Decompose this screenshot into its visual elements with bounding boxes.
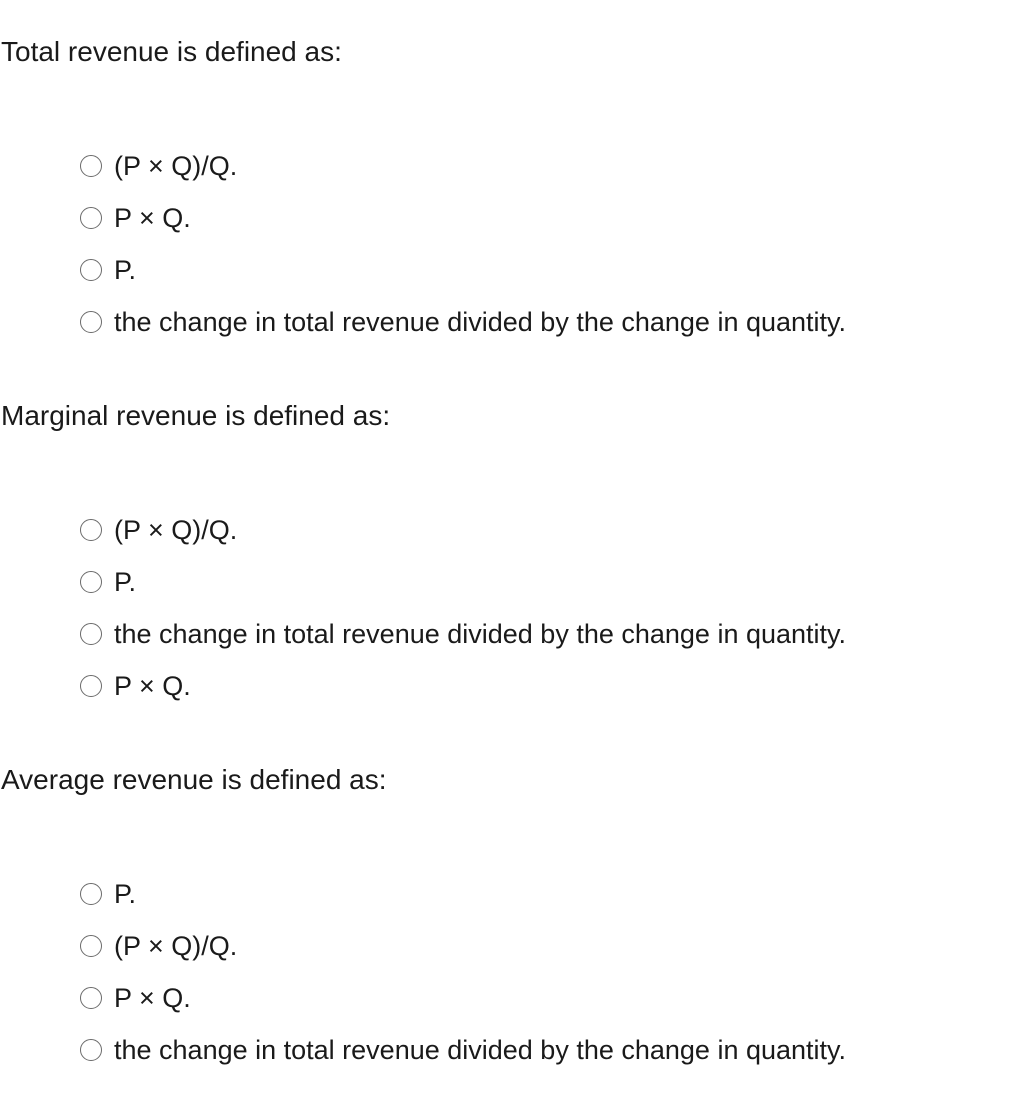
answer-option[interactable] [80,140,1020,192]
answer-option[interactable] [80,868,1020,920]
answer-option[interactable] [80,192,1020,244]
answer-option-label: P. [114,879,137,909]
radio-button[interactable] [80,883,102,905]
answer-option-label: the change in total revenue divided by the change in quantity. [114,307,847,337]
radio-button[interactable] [80,935,102,957]
radio-button[interactable] [80,155,102,177]
radio-button[interactable] [80,259,102,281]
answer-option-label: the change in total revenue divided by the change in quantity. [114,619,847,649]
answer-option[interactable] [80,296,1020,348]
answer-option-label: P × Q. [114,671,191,701]
answer-options [80,868,1020,1076]
answer-option-label: P × Q. [114,983,191,1013]
answer-option-label: (P × Q)/Q. [114,515,238,545]
answer-option-label: (P × Q)/Q. [114,931,238,961]
answer-option[interactable] [80,972,1020,1024]
radio-button[interactable] [80,623,102,645]
question-prompt: Marginal revenue is defined as: [1,400,391,431]
radio-button[interactable] [80,675,102,697]
question-prompt: Average revenue is defined as: [1,764,387,795]
question-average-revenue [0,760,1020,1076]
radio-button[interactable] [80,987,102,1009]
answer-option[interactable] [80,244,1020,296]
answer-option[interactable] [80,920,1020,972]
answer-option-label: the change in total revenue divided by the change in quantity. [114,1035,847,1065]
answer-option-label: P × Q. [114,203,191,233]
question-prompt: Total revenue is defined as: [1,36,342,67]
answer-option[interactable] [80,504,1020,556]
radio-button[interactable] [80,571,102,593]
answer-option-label: (P × Q)/Q. [114,151,238,181]
answer-option-label: P. [114,255,137,285]
radio-button[interactable] [80,311,102,333]
answer-option-label: P. [114,567,137,597]
radio-button[interactable] [80,207,102,229]
radio-button[interactable] [80,519,102,541]
question-marginal-revenue [0,396,1020,712]
answer-option[interactable] [80,608,1020,660]
answer-option[interactable] [80,660,1020,712]
question-total-revenue [0,32,1020,348]
radio-button[interactable] [80,1039,102,1061]
answer-options [80,140,1020,348]
answer-options [80,504,1020,712]
answer-option[interactable] [80,1024,1020,1076]
answer-option[interactable] [80,556,1020,608]
